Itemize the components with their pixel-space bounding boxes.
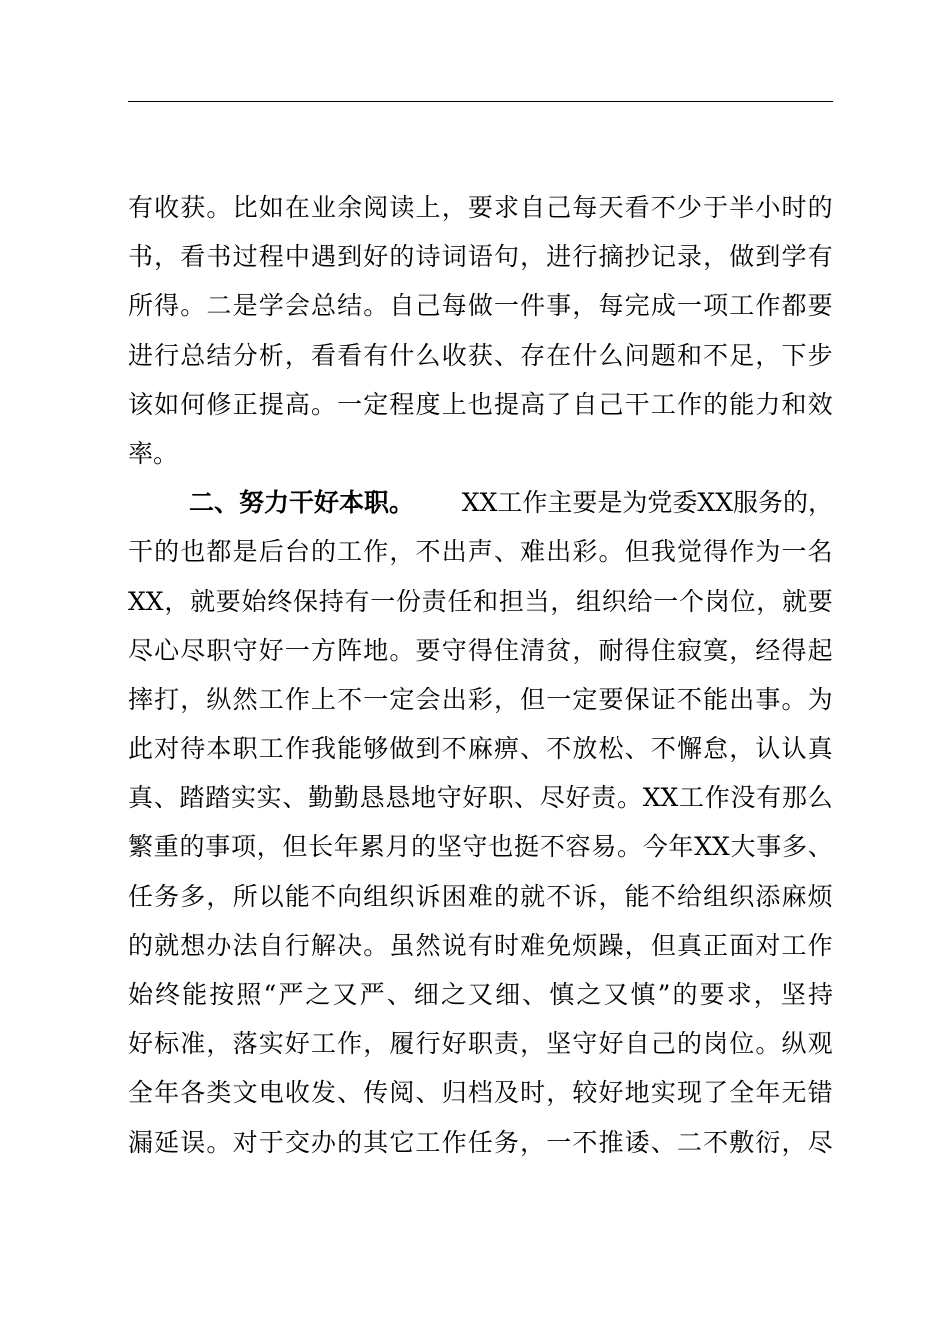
paragraph-1 xyxy=(128,183,833,478)
text-line: 的 就 想 办 法 自 行 解 决 。 虽 然 说 有 时 难 免 烦 躁 ， 但 真 正 面 对 工 作 xyxy=(128,930,833,960)
section-heading: 二、努力干好本职。 xyxy=(189,488,415,518)
text-line: XX ， 就 要 始 终 保 持 有 一 份 责 任 和 担 当 ， 组 织 给 一 个 岗 位 ， 就 要 xyxy=(128,586,833,616)
text-line: 好 标 准 ， 落 实 好 工 作 ， 履 行 好 职 责 ， 坚 守 好 自 己 的 岗 位 。 纵 观 xyxy=(128,1029,833,1059)
text-line: 全 年 各 类 文 电 收 发 、 传 阅 、 归 档 及 时 ， 较 好 地 实 现 了 全 年 无 错 xyxy=(128,1078,833,1108)
text-line: 该 如 何 修 正 提 高 。 一 定 程 度 上 也 提 高 了 自 己 干 工 作 的 能 力 和 效 xyxy=(128,389,833,419)
paragraph-2 xyxy=(128,478,833,1167)
text-line: 进 行 总 结 分 析 ， 看 看 有 什 么 收 获 、 存 在 什 么 问 题 和 不 足 ， 下 步 xyxy=(128,340,833,370)
text-line: 始 终 能 按 照 “ 严 之 又 严 、 细 之 又 细 、 慎 之 又 慎 ” 的 要 求 ， 坚 持 xyxy=(128,980,833,1009)
text-line: 有 收 获 。 比 如 在 业 余 阅 读 上 ， 要 求 自 己 每 天 看 不 少 于 半 小 时 的 xyxy=(128,193,833,222)
text-line: 繁 重 的 事 项 ， 但 长 年 累 月 的 坚 守 也 挺 不 容 易 。 今 年 XX 大 事 多 、 xyxy=(128,832,833,862)
text-line: 尽 心 尽 职 守 好 一 方 阵 地 。 要 守 得 住 清 贫 ， 耐 得 住 寂 寞 ， 经 得 起 xyxy=(128,635,833,665)
text-line: 此 对 待 本 职 工 作 我 能 够 做 到 不 麻 痹 、 不 放 松 、 不 懈 怠 ， 认 认 真 xyxy=(128,734,833,764)
text-line: 漏 延 误 。 对 于 交 办 的 其 它 工 作 任 务 ， 一 不 推 诿 、 二 不 敷 衍 ， 尽 xyxy=(128,1127,833,1157)
text-line: 真 、 踏 踏 实 实 、 勤 勤 恳 恳 地 守 好 职 、 尽 好 责 。 XX 工 作 没 有 那 么 xyxy=(128,783,833,813)
document-body xyxy=(128,183,833,1167)
text-line: 所 得 。 二 是 学 会 总 结 。 自 己 每 做 一 件 事 ， 每 完 成 一 项 工 作 都 要 xyxy=(128,291,833,321)
text-line: 书 ， 看 书 过 程 中 遇 到 好 的 诗 词 语 句 ， 进 行 摘 抄 记 录 ， 做 到 学 有 xyxy=(128,242,833,272)
text-segment: XX工作主要是为党委XX服务的， xyxy=(461,488,833,518)
text-line: 摔 打 ， 纵 然 工 作 上 不 一 定 会 出 彩 ， 但 一 定 要 保 证 不 能 出 事 。 为 xyxy=(128,684,833,714)
text-line: 率。 xyxy=(128,438,179,468)
text-line: 任 务 多 ， 所 以 能 不 向 组 织 诉 困 难 的 就 不 诉 ， 能 不 给 组 织 添 麻 烦 xyxy=(128,881,833,911)
paragraph-first-line xyxy=(128,478,833,527)
header-rule xyxy=(128,101,833,102)
text-line: 干 的 也 都 是 后 台 的 工 作 ， 不 出 声 、 难 出 彩 。 但 我 觉 得 作 为 一 名 xyxy=(128,537,833,567)
